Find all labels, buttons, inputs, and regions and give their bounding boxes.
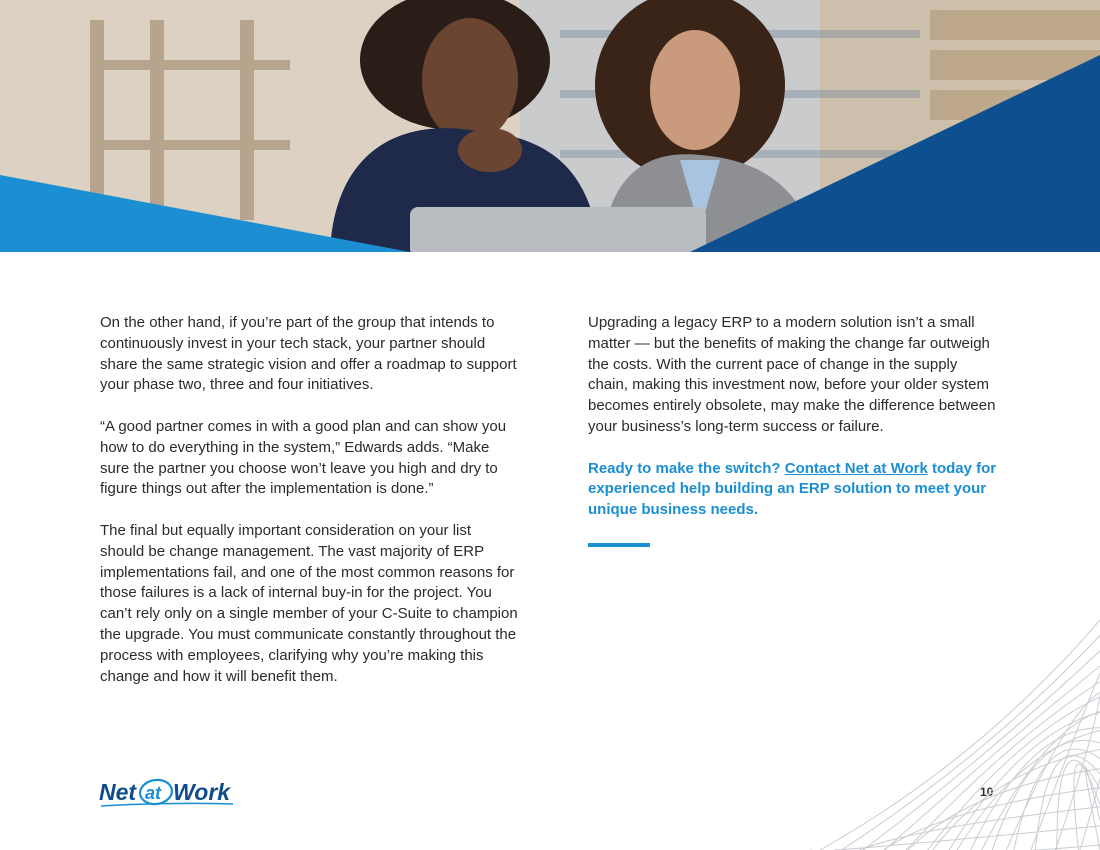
- cta-prefix: Ready to make the switch?: [588, 459, 785, 477]
- hero-illustration: [0, 0, 1100, 252]
- logo-text-net: Net: [99, 779, 137, 805]
- accent-divider: [588, 543, 650, 547]
- logo-text-at: at: [145, 783, 162, 803]
- body-paragraph: Upgrading a legacy ERP to a modern solution isn’t a small matter — but the benefits of making the change far outweigh the costs. With the current pace of change in the supply chain, making this investment now, before your older system becomes entirely obsolete, may make the difference between your business’s long-term success or failure.: [588, 314, 996, 435]
- right-column: [588, 313, 998, 542]
- quote-paragraph: “A good partner comes in with a good plan and can show you how to do everything in the system,” Edwards adds. “Make sure the partner you choose won’t leave you high and dry to figure things out after the implementation is done.”: [100, 417, 507, 498]
- logo-text-work: Work: [173, 779, 231, 805]
- contact-link[interactable]: Contact Net at Work: [784, 459, 928, 477]
- cta-suffix: today for experienced help building an ERP solution to meet your unique business needs.: [588, 459, 997, 519]
- call-to-action: [588, 459, 998, 521]
- decorative-mesh: [780, 610, 1100, 850]
- body-paragraph: The final but equally important consideration on your list should be change management. The vast majority of ERP implementations fail, and one of the most common reasons for those failures is a lack of internal buy-in for the project. You can’t rely only on a single member of your C-Suite to champion the upgrade. You must communicate constantly throughout the process with employees, clarifying why you’re making this change and how it will benefit them.: [100, 521, 518, 685]
- body-paragraph: On the other hand, if you’re part of the group that intends to continuously invest in your tech stack, your partner should share the same strategic vision and offer a roadmap to support your phase two, three and four initiatives.: [100, 314, 517, 394]
- net-at-work-logo: [99, 775, 235, 809]
- hero-photo: [0, 0, 1100, 252]
- left-column: [100, 313, 518, 708]
- page-number: 10: [980, 785, 994, 799]
